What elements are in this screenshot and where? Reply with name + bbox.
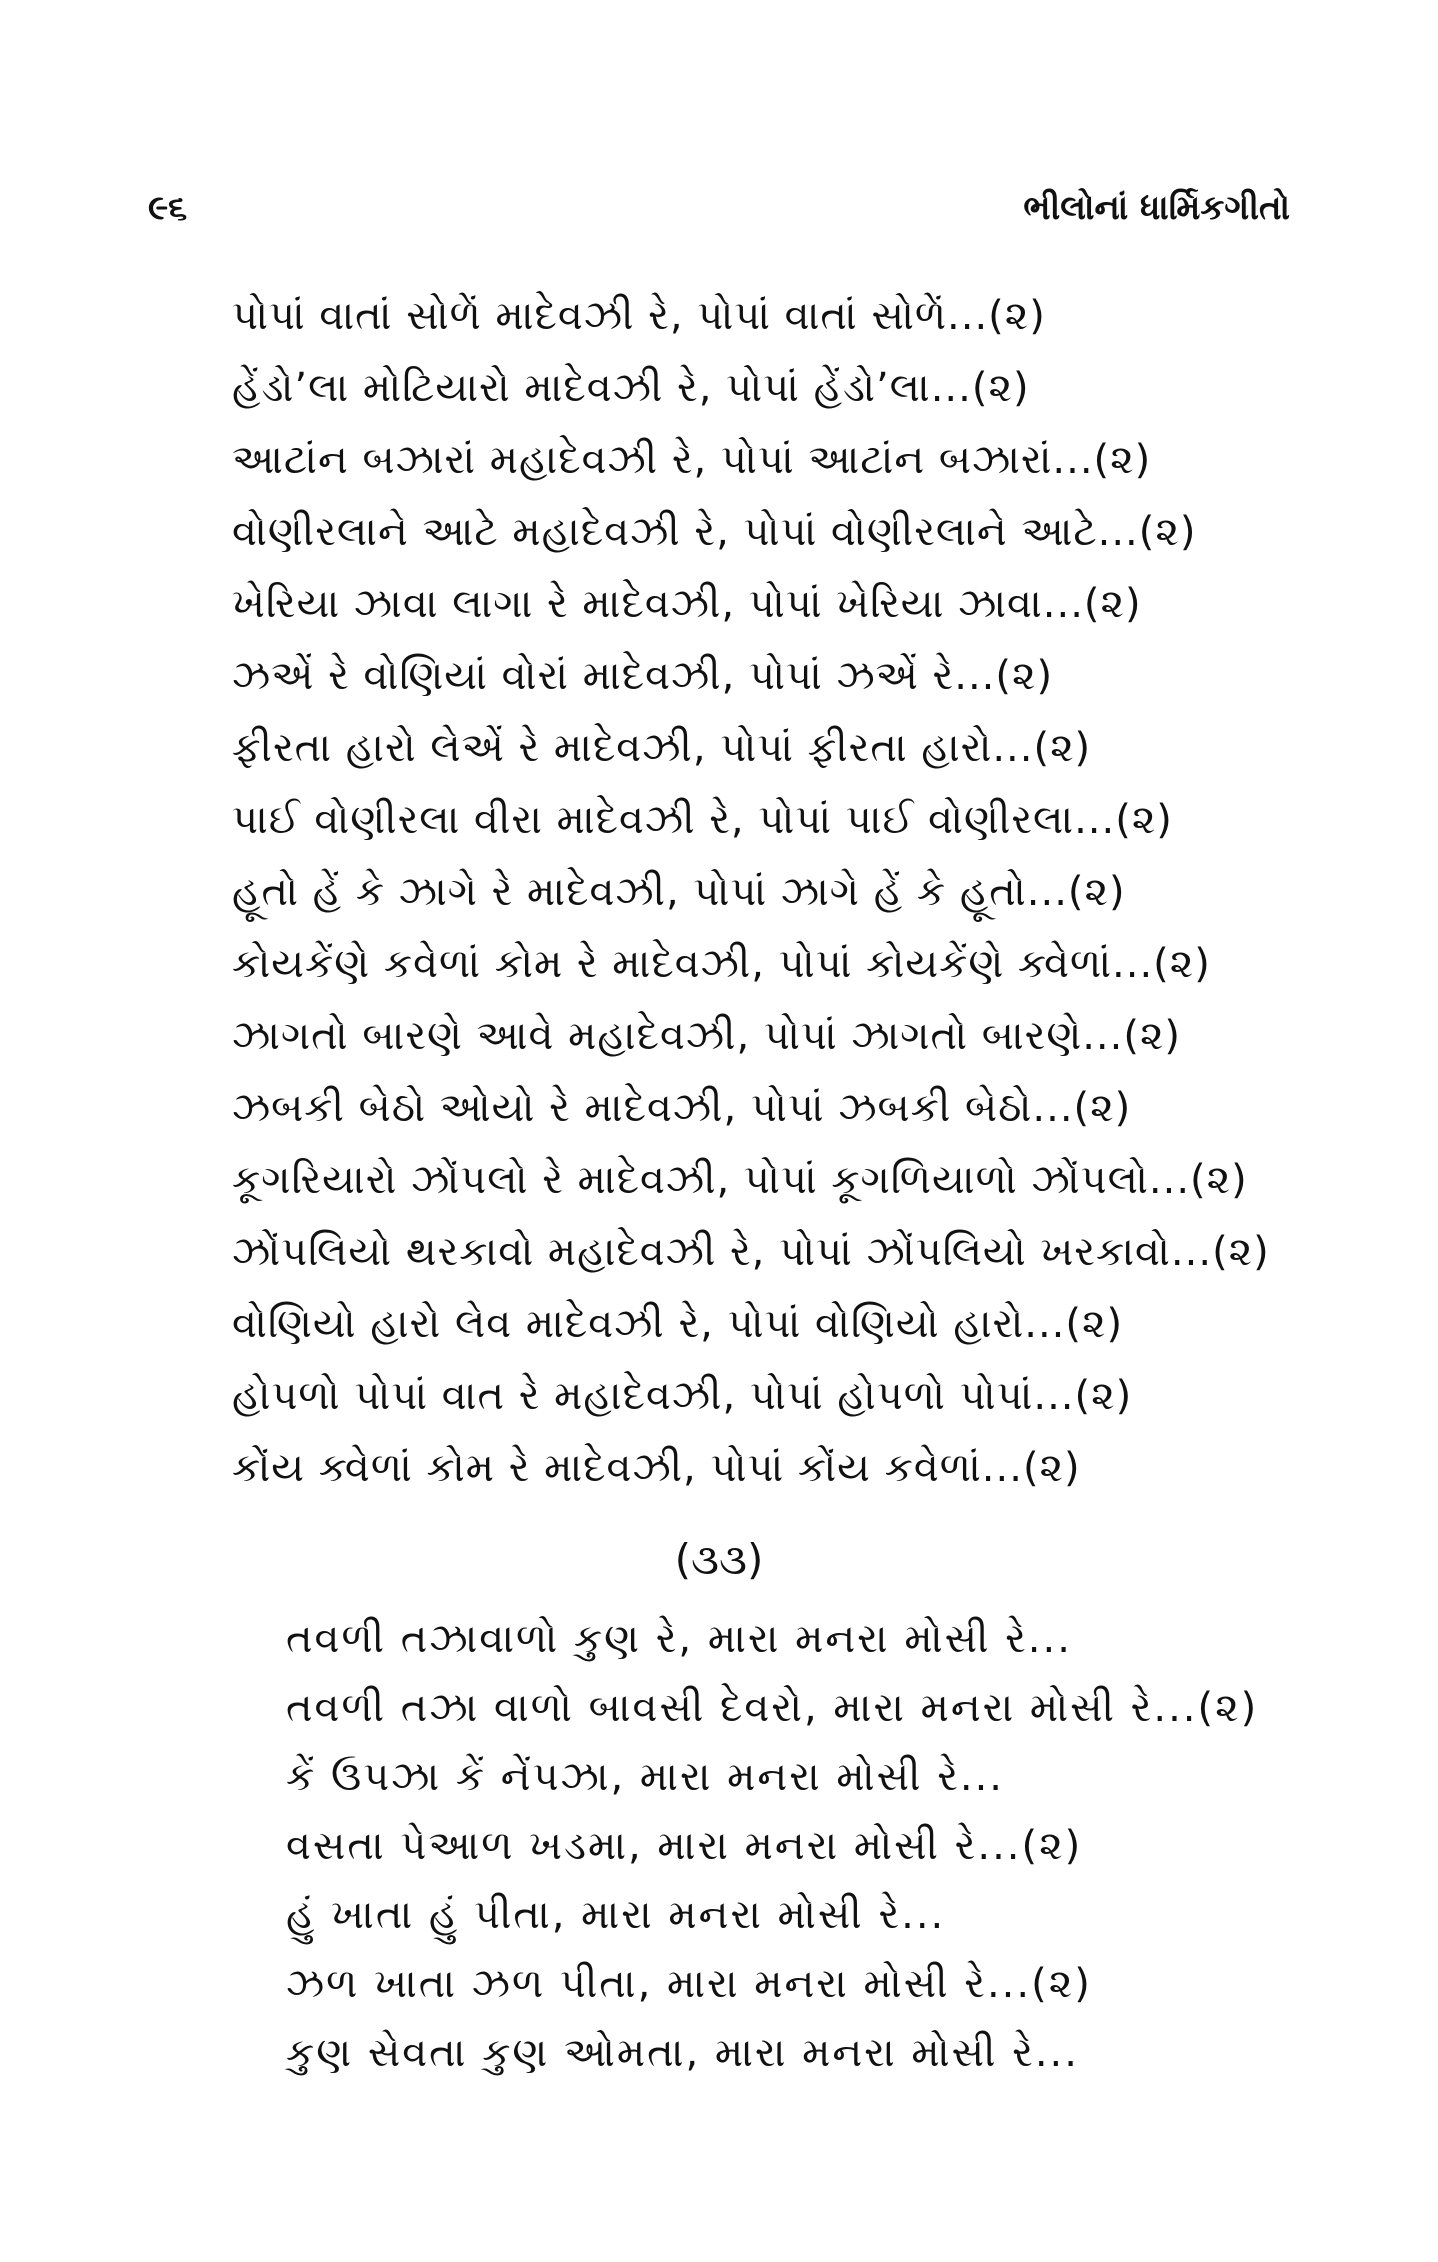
- verse-line: ઝાગતો બારણે આવે મહાદેવઝી, પોપાં ઝાગતો બારણે...(૨): [232, 1013, 1182, 1059]
- verse-line: હું ખાતા હું પીતા, મારા મનરા મોસી રે...: [286, 1892, 946, 1938]
- verse-line: વોણિયો હારો લેવ માદેવઝી રે, પોપાં વોણિયો હારો...(૨): [232, 1301, 1124, 1347]
- verse-line: ઝોંપલિયો થરકાવો મહાદેવઝી રે, પોપાં ઝોંપલિયો ખરકાવો...(૨): [232, 1229, 1270, 1275]
- verse-line: ફીરતા હારો લેએં રે માદેવઝી, પોપાં ફીરતા હારો...(૨): [232, 725, 1092, 771]
- page-header: [148, 188, 1290, 248]
- verse-line: તવળી તઝાવાળો કુણ રે, મારા મનરા મોસી રે...: [286, 1616, 1072, 1662]
- song-number-heading: (૩૩): [674, 1535, 764, 1584]
- verse-line: ઝળ ખાતા ઝળ પીતા, મારા મનરા મોસી રે...(૨): [286, 1961, 1092, 2007]
- song-verses-stanza-1: [232, 280, 1270, 1504]
- verse-line: હૂતો હેં કે ઝાગે રે માદેવઝી, પોપાં ઝાગે હેં કે હૂતો...(૨): [232, 869, 1126, 915]
- verse-line: ઝએં રે વોણિયાં વોરાં માદેવઝી, પોપાં ઝએં રે...(૨): [232, 653, 1054, 699]
- page-number: ૯૬: [148, 188, 188, 228]
- verse-line: વસતા પેઆળ ખડમા, મારા મનરા મોસી રે...(૨): [286, 1823, 1083, 1869]
- running-title: ભીલોનાં ધાર્મિકગીતો: [1023, 188, 1290, 228]
- verse-line: આટાંન બઝારાં મહાદેવઝી રે, પોપાં આટાંન બઝારાં...(૨): [232, 437, 1152, 483]
- verse-line: પોપાં વાતાં સોળેં માદેવઝી રે, પોપાં વાતાં સોળેં...(૨): [232, 293, 1046, 339]
- verse-line: કેં ઉપઝા કેં નેંપઝા, મારા મનરા મોસી રે...: [286, 1754, 1005, 1800]
- verse-line: કોંય ક્વેળાં કોમ રે માદેવઝી, પોપાં કોંય કવેળાં...(૨): [232, 1445, 1081, 1491]
- verse-line: કુણ સેવતા કુણ ઓમતા, મારા મનરા મોસી રે...: [286, 2030, 1079, 2076]
- verse-line: હોપળો પોપાં વાત રે મહાદેવઝી, પોપાં હોપળો પોપાં...(૨): [232, 1373, 1133, 1419]
- verse-line: કૂગરિયારો ઝોંપલો રે માદેવઝી, પોપાં કૂગળિયાળો ઝોંપલો...(૨): [232, 1157, 1248, 1203]
- verse-line: ખેરિયા ઝાવા લાગા રે માદેવઝી, પોપાં ખેરિયા ઝાવા...(૨): [232, 581, 1142, 627]
- verse-line: હેંડો’લા મોટિયારો માદેવઝી રે, પોપાં હેંડો’લા...(૨): [232, 365, 1030, 411]
- verse-line: તવળી તઝા વાળો બાવસી દેવરો, મારા મનરા મોસી રે...(૨): [286, 1685, 1259, 1731]
- verse-line: વોણીરલાને આટે મહાદેવઝી રે, પોપાં વોણીરલાને આટે...(૨): [232, 509, 1197, 555]
- verse-line: પાઈ વોણીરલા વીરા માદેવઝી રે, પોપાં પાઈ વોણીરલા...(૨): [232, 797, 1173, 843]
- verse-line: ઝબકી બેઠો ઓયો રે માદેવઝી, પોપાં ઝબકી બેઠો...(૨): [232, 1085, 1132, 1131]
- verse-line: કોયકેંણે કવેળાં કોમ રે માદેવઝી, પોપાં કોયકેંણે ક્વેળાં...(૨): [232, 941, 1211, 987]
- song-verses-stanza-2: [286, 1605, 1259, 2088]
